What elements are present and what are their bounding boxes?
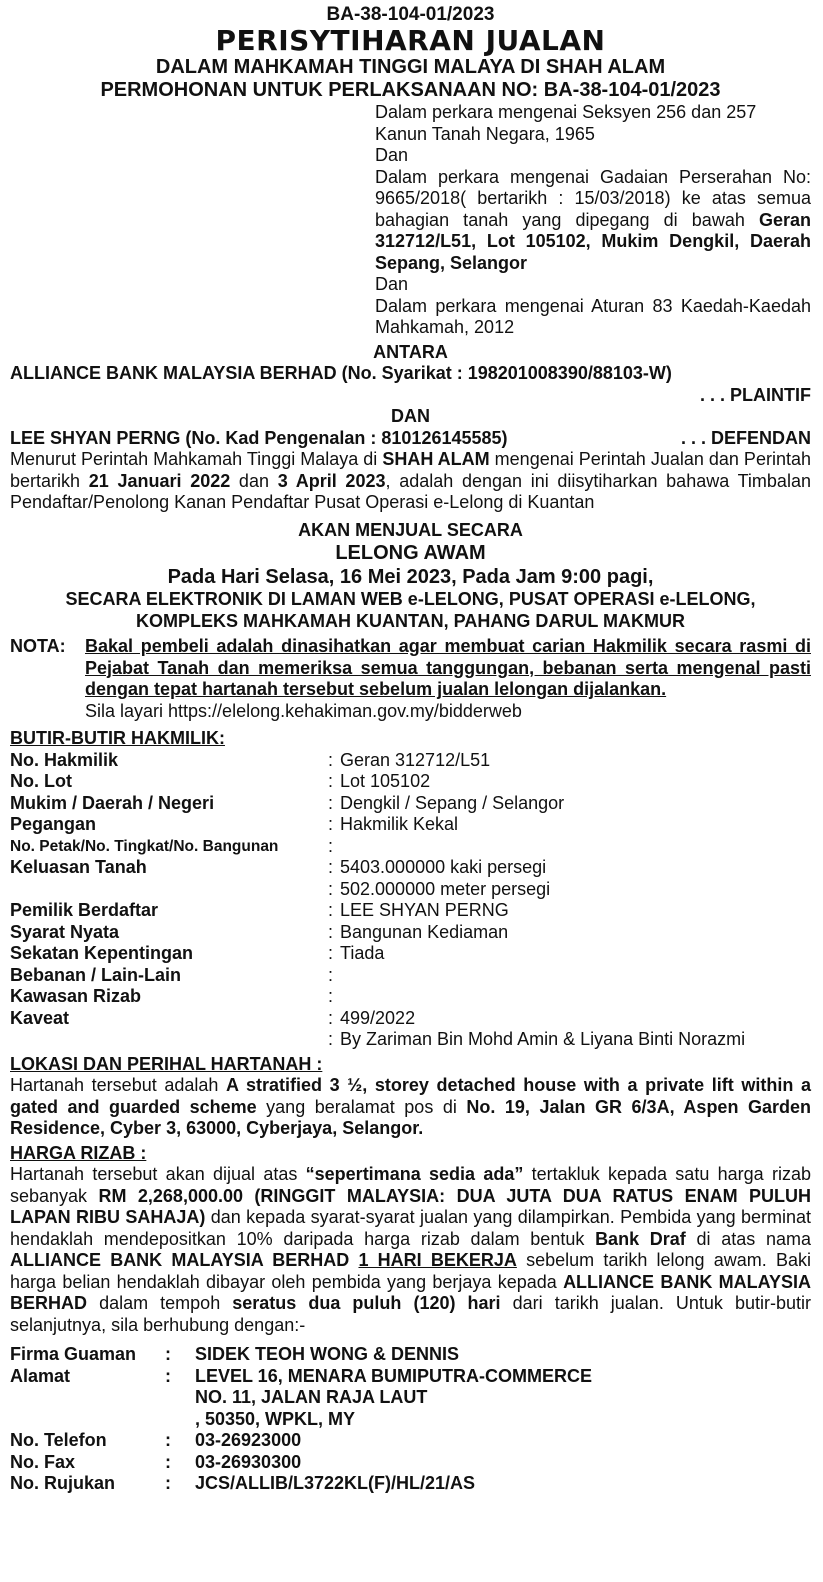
reserve-text: dalam tempoh [87,1293,233,1313]
field-separator: : [328,1029,334,1049]
reserve-period: seratus dua puluh (120) hari [232,1293,501,1313]
order-date-1: 21 Januari 2022 [88,470,231,491]
field-label: Pegangan [10,814,97,834]
field-label [10,1029,328,1051]
dan-label: DAN [391,406,430,426]
field-label: Mukim / Daerah / Negeri [10,792,215,813]
field-label [10,1409,165,1431]
nota-text: Bakal pembeli adalah dinasihatkan agar membuat carian Hakmilik secara rasmi di Pejabat Tanah dan memeriksa semua tanggungan, bebanan serta mengenal pasti dengan tepat hartanah tersebut sebelum jualan lelongan dijalankan. [85,636,811,699]
field-value: Lot 105102 [340,771,431,791]
field-label: No. Lot [10,771,72,791]
field-value: 502.000000 meter persegi [340,878,551,899]
title-details-table [10,750,745,1051]
contact-table [10,1344,592,1495]
contact-row [10,1387,592,1409]
auction-venue-2: KOMPLEKS MAHKAMAH KUANTAN, PAHANG DARUL MAKMUR [136,610,685,631]
antara-label: ANTARA [373,341,448,362]
field-value: 03-26923000 [195,1430,302,1450]
intro-charge-title: Geran 312712/L51, Lot 105102, Mukim Dengkil, Daerah Sepang, Selangor [375,209,811,273]
order-court: SHAH ALAM [382,449,490,469]
field-label: Firma Guaman [10,1344,137,1364]
field-separator: : [328,943,334,963]
contact-row [10,1430,592,1452]
intro-charge [375,167,811,275]
field-value: Geran 312712/L51 [340,749,491,770]
field-label: Bebanan / Lain-Lain [10,964,182,985]
order-text: , adalah dengan ini diisytiharkan bahawa Timbalan Pendaftar/Penolong Kanan Pendaftar Pusat Operasi e-Lelong di Kuantan [10,470,811,512]
field-separator: : [165,1451,171,1472]
field-separator: : [328,900,334,920]
field-separator: : [165,1344,171,1364]
title-detail-row [10,900,745,922]
plaintiff-role: . . . PLAINTIF [700,384,811,405]
intro-dan: Dan [375,145,409,165]
auction-venue-1: SECARA ELEKTRONIK DI LAMAN WEB e-LELONG, PUSAT OPERASI e-LELONG, [65,589,756,609]
field-separator: : [328,878,334,899]
field-value: Hakmilik Kekal [340,814,459,834]
field-label: No. Hakmilik [10,749,119,770]
reserve-paragraph [10,1164,811,1336]
field-label: No. Petak/No. Tingkat/No. Bangunan [10,837,279,855]
contact-row [10,1409,592,1431]
title-detail-row [10,986,745,1008]
order-date-2: 3 April 2023 [277,470,386,491]
field-label: Syarat Nyata [10,921,120,942]
title-detail-row [10,814,745,836]
reserve-text: sebelum tarikh lelong awam. Baki harga belian hendaklah dibayar oleh pembida yang berjaya kepada [10,1250,811,1292]
auction-line-1: AKAN MENJUAL SECARA [298,519,523,540]
auction-date: Pada Hari Selasa, 16 Mei 2023, Pada Jam 9:00 pagi, [167,566,654,588]
court-order-paragraph [10,449,811,514]
field-label: Alamat [10,1365,71,1386]
reserve-bank: ALLIANCE BANK MALAYSIA BERHAD [10,1271,811,1313]
field-separator: : [328,749,334,770]
contact-row [10,1473,592,1495]
reserve-bank: ALLIANCE BANK MALAYSIA BERHAD [10,1250,350,1270]
field-label: Kaveat [10,1007,70,1028]
field-label: Kawasan Rizab [10,986,142,1006]
field-value: LEVEL 16, MENARA BUMIPUTRA-COMMERCE [195,1365,593,1386]
contact-row [10,1344,592,1366]
field-label: No. Telefon [10,1430,107,1450]
defendant-role: . . . DEFENDAN [680,427,811,448]
field-value: JCS/ALLIB/L3722KL(F)/HL/21/AS [195,1473,476,1493]
reserve-text: tertakluk kepada satu harga rizab sebanyak [10,1164,811,1206]
field-label [10,1387,165,1409]
title-detail-row [10,943,745,965]
matter-intro [375,102,811,339]
intro-dan: Dan [375,274,409,294]
field-value: Tiada [340,943,385,963]
intro-charge-text: Dalam perkara mengenai Gadaian Perserahan No: 9665/2018( bertarikh : 15/03/2018) ke atas semua bahagian tanah yang dipegang di bawah [375,166,811,230]
title-detail-row [10,793,745,815]
reserve-heading: HARGA RIZAB : [10,1142,147,1163]
reserve-bold: “sepertimana sedia ada” [305,1164,524,1184]
field-separator: : [328,921,334,942]
field-separator: : [165,1430,171,1450]
field-value: 499/2022 [340,1007,416,1028]
reserve-bold: Bank Draf [595,1228,686,1249]
field-separator: : [328,792,334,813]
order-text: mengenai Perintah Jualan dan Perintah bertarikh [10,449,811,491]
location-text: Hartanah tersebut adalah [10,1075,227,1095]
reserve-text: Hartanah tersebut akan dijual atas [10,1164,306,1184]
property-description: A stratified 3 ½, storey detached house with a private lift within a gated and guarded scheme [10,1075,811,1117]
reserve-text: dan kepada syarat-syarat jualan yang dilampirkan. Pembida yang berminat hendaklah mendepositkan 10% daripada harga rizab dalam bentuk [10,1207,812,1249]
field-separator: : [328,771,334,791]
field-label: No. Fax [10,1451,76,1472]
property-address: No. 19, Jalan GR 6/3A, Aspen Garden Residence, Cyber 3, 63000, Cyberjaya, Selangor. [10,1096,811,1138]
contact-row [10,1366,592,1388]
field-value: Bangunan Kediaman [340,921,509,942]
intro-line: Kanun Tanah Negara, 1965 [375,123,595,144]
sale-proclamation [10,3,811,1495]
title-detail-row [10,879,745,901]
field-value: SIDEK TEOH WONG & DENNIS [195,1344,460,1364]
field-value [340,836,745,858]
order-text: dan [230,470,278,491]
defendant-name: LEE SHYAN PERNG (No. Kad Pengenalan : 810126145585) [10,427,508,448]
field-separator: : [328,814,334,834]
location-heading: LOKASI DAN PERIHAL HARTANAH : [10,1053,323,1074]
title-detail-row [10,1008,745,1030]
title-detail-row [10,965,745,987]
auction-line-2: LELONG AWAM [335,542,486,564]
reserve-price: RM 2,268,000.00 (RINGGIT MALAYSIA: DUA JUTA DUA RATUS ENAM PULUH LAPAN RIBU SAHAJA) [10,1185,812,1227]
field-value: 03-26930300 [195,1451,302,1472]
title-detail-row [10,922,745,944]
field-value: By Zariman Bin Mohd Amin & Liyana Binti Norazmi [340,1029,746,1049]
field-separator: : [165,1365,171,1386]
title-detail-row [10,836,745,858]
field-separator: : [328,1007,334,1028]
title-detail-row [10,750,745,772]
field-value: Dengkil / Sepang / Selangor [340,792,565,813]
title-details-heading: BUTIR-BUTIR HAKMILIK: [10,728,225,748]
field-label: No. Rujukan [10,1473,116,1493]
field-value: LEE SHYAN PERNG [340,900,509,920]
field-value [340,986,745,1008]
field-separator: : [328,964,334,985]
nota-label: NOTA: [10,636,66,656]
title-detail-row [10,771,745,793]
intro-rules: Dalam perkara mengenai Aturan 83 Kaedah-Kaedah Mahkamah, 2012 [375,295,811,337]
page-title: PERISYTIHARAN JUALAN [215,24,606,57]
field-value: , 50350, WPKL, MY [195,1408,356,1429]
intro-line: Dalam perkara mengenai Seksyen 256 dan 257 [375,102,757,122]
field-separator: : [165,1473,171,1493]
field-label: Keluasan Tanah [10,857,147,877]
reserve-deadline: 1 HARI BEKERJA [358,1250,517,1270]
nota-url: Sila layari https://elelong.kehakiman.gov.my/bidderweb [85,700,522,721]
plaintiff-name: ALLIANCE BANK MALAYSIA BERHAD (No. Syarikat : 198201008390/88103-W) [10,363,672,383]
court-name: DALAM MAHKAMAH TINGGI MALAYA DI SHAH ALAM [155,56,666,78]
location-paragraph [10,1075,811,1140]
field-separator [165,1409,195,1431]
reserve-text: di atas nama [685,1228,812,1249]
location-text: yang beralamat pos di [256,1096,467,1117]
field-label [10,879,328,901]
case-reference: BA-38-104-01/2023 [326,4,495,25]
title-detail-row [10,857,745,879]
field-separator: : [328,986,334,1006]
reserve-text: dari tarikh jualan. Untuk butir-butir selanjutnya, sila berhubung dengan:- [10,1293,811,1335]
field-label: Sekatan Kepentingan [10,943,194,963]
field-separator: : [328,835,334,856]
field-label: Pemilik Berdaftar [10,900,159,920]
order-text: Menurut Perintah Mahkamah Tinggi Malaya di [10,449,383,469]
field-value: 5403.000000 kaki persegi [340,857,547,877]
contact-row [10,1452,592,1474]
field-separator [165,1387,195,1409]
nota-block [10,636,811,722]
nota-content [85,636,811,722]
field-value [340,965,745,987]
defendant-row [10,428,811,450]
field-separator: : [328,857,334,877]
field-value: NO. 11, JALAN RAJA LAUT [195,1387,428,1407]
application-number: PERMOHONAN UNTUK PERLAKSANAAN NO: BA-38-104-01/2023 [100,79,721,101]
title-detail-row [10,1029,745,1051]
